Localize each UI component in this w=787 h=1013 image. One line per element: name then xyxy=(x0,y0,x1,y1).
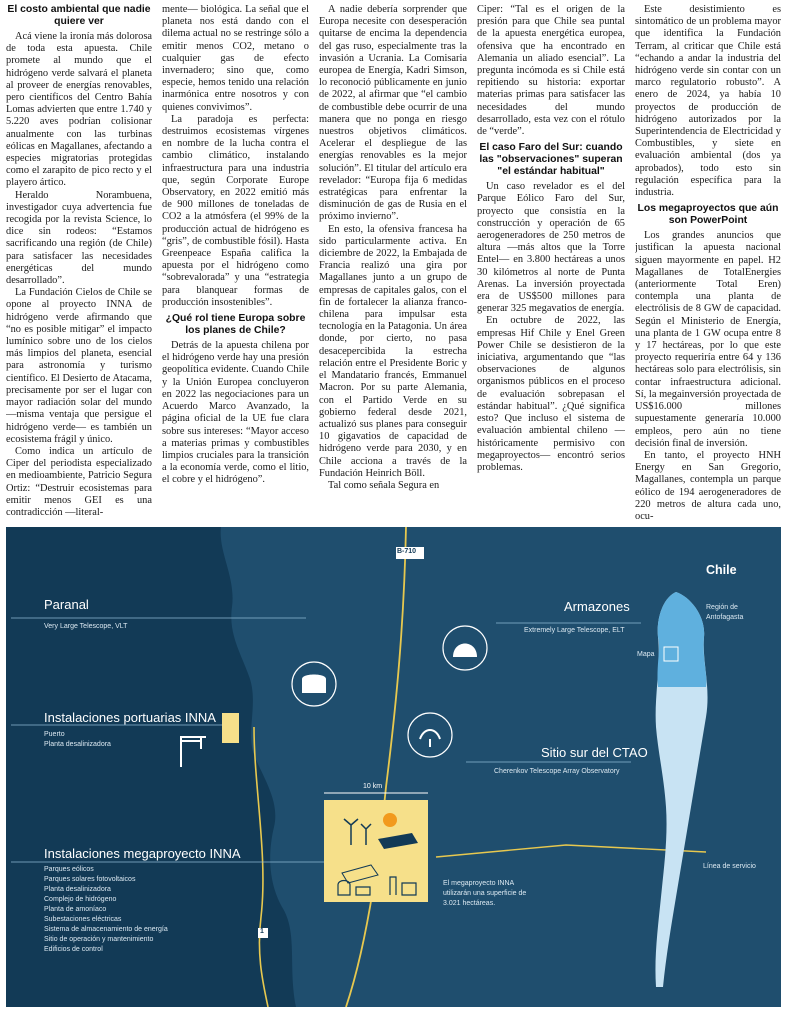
paragraph: Detrás de la apuesta chilena por el hidrógeno verde hay una presión geopolítica evidente. Cuando Chile y la Unión Europea concluyeron en 2022 las negociaciones para un Acuerdo Marco Avanzado, la página oficial de la UE fue clara sobre sus intereses: “Mayor acceso a materias primas y combustibles limpios cruciales para la transición a la economía verde, como el litio, el cobre y el hidrógeno”. xyxy=(162,340,309,486)
mega-item: Subestaciones eléctricas xyxy=(44,916,122,923)
ctao-subtitle: Cherenkov Telescope Array Observatory xyxy=(494,768,620,775)
column-3 xyxy=(319,4,467,522)
road-b710-label: B-710 xyxy=(397,548,417,555)
column-2 xyxy=(162,4,309,522)
puerto-item: Planta desalinizadora xyxy=(44,741,111,748)
column-5 xyxy=(635,4,781,522)
paranal-subtitle: Very Large Telescope, VLT xyxy=(44,623,128,630)
puerto-item: Puerto xyxy=(44,731,65,738)
mapa-label: Mapa xyxy=(637,651,655,658)
mega-item: Sistema de almacenamiento de energía xyxy=(44,926,168,933)
mega-area xyxy=(324,800,428,902)
column-1 xyxy=(6,4,152,522)
mega-item: Planta desalinizadora xyxy=(44,886,111,893)
mega-item: Edificios de control xyxy=(44,946,103,953)
paragraph: Heraldo Norambuena, investigador cuya advertencia fue recogida por la revista Science, lo dice sin rodeos: “Estamos sacrificando una región (de Chile) para satisfacer las necesidades energéticas del mundo desarrollado”. xyxy=(6,189,152,287)
region-label: Región de xyxy=(706,604,738,611)
mega-item: Sitio de operación y mantenimiento xyxy=(44,936,154,943)
service-line-label: Línea de servicio xyxy=(703,863,756,870)
paragraph: mente— biológica. La señal que el planeta nos está dando con el dilema actual no se restringe sólo a emitir menos CO2, metano o cualquier gas de efecto invernadero; sino que, como especie, hemos tenido una relación inarmónica entre nosotros y con quienes convivimos”. xyxy=(162,4,309,113)
ctao-title: Sitio sur del CTAO xyxy=(541,745,648,760)
armazones-subtitle: Extremely Large Telescope, ELT xyxy=(524,627,625,634)
paranal-dome xyxy=(302,675,326,694)
paragraph: Este desistimiento es sintomático de un problema mayor que identifica la Fundación Terram, al criticar que Chile está “echando a andar la industria del hidrógeno verde sin contar con un marco regulatorio robusto”. A enero de 2024, ya había 10 proyectos de producción de hidrógeno autorizados por la Superintendencia de Electricidad y Combustibles, y siete en evaluación ambiental (dos ya aprobados), todo esto sin regulación específica para la industria. xyxy=(635,4,781,199)
paragraph: En octubre de 2022, las empresas Hif Chile y Enel Green Power Chile se desistieron de la iniciativa, argumentando que “las observaciones de algunos organismos públicos en el proceso de evaluación sobrepasan el estándar habitual”. ¿Qué significa esto? Que incluso el sistema de evaluación ambiental chileno —históricamente permisivo con megaproyectos— encontró serios problemas. xyxy=(477,315,625,473)
mega-item: Parques solares fotovoltaicos xyxy=(44,876,136,883)
paranal-title: Paranal xyxy=(44,597,89,612)
paragraph: Ciper: “Tal es el origen de la presión para que Chile sea puntal de la apuesta energética europea, ofensiva que ha encontrado en Alemania un aliado esencial”. La pregunta incómoda es si Chile está repitiendo su historia: exportar materias primas para satisfacer las necesidades del mundo desarrollado, esta vez con el rótulo de “verde”. xyxy=(477,4,625,138)
road-1-label: 1 xyxy=(260,928,264,935)
heading-costo-ambiental: El costo ambiental que nadie quiere ver xyxy=(7,4,151,27)
mega-note: 3.021 hectáreas. xyxy=(443,900,496,907)
paragraph: Tal como señala Segura en xyxy=(328,479,440,491)
paragraph: En esto, la ofensiva francesa ha sido particularmente activa. En diciembre de 2022, la Embajada de Francia realizó una gira por Magallanes junto a un grupo de empresas de capitales galos, con el fin de fortalecer la alianza franco-chilena para impulsar esta tecnología en la Patagonia. Un área donde, por cierto, no pasa desacepercibida la estrecha relación entre el Presidente Boric y el Mandatario francés, Emmanuel Macron. Por su parte Alemania, con el Partido Verde en su gobierno federal desde 2021, actualizó sus planes para conseguir 10 gigavatios de capacidad de hidrógeno verde para 2030, y en Chile acciona a través de la Fundación Heinrich Böll. xyxy=(319,223,467,479)
sun-icon xyxy=(383,813,397,827)
paragraph: La paradoja es perfecta: destruimos ecosistemas vírgenes en nombre de la lucha contra el cambio climático, instalando infraestructura para una industria que, según Corporate Europe Observatory, en 2022 emitió más de 900 millones de toneladas de CO2 a la atmósfera (el 99% de la producción actual de hidrógeno es “gris”, de combustible fósil). Hasta Greenpeace España califica la apuesta por el hidrógeno como “sobrevalorada” y una “estrategia para blanquear formas de producción insostenibles”. xyxy=(162,113,309,308)
column-4 xyxy=(477,4,625,522)
mega-item: Planta de amoníaco xyxy=(44,906,107,913)
mega-item: Parques eólicos xyxy=(44,866,94,873)
article-text xyxy=(6,4,781,522)
paragraph: Los grandes anuncios que justifican la apuesta nacional siguen mayormente en papel. H2 Magallanes de TotalEnergies (anteriormente Total Eren) contempla una planta de electrólisis de 8 GW de capacidad. Según el Ministerio de Energía, una planta de 1 GW ocupa entre 8 y 17 hectáreas, por lo que este proyecto requeriría entre 64 y 136 hectáreas solo para electrólisis, sin contar infraestructura adicional. Sí, la megainversión proyectada de US$16.000 millones supuestamente generaría 10.000 empleos, pero aún no tiene decisión final de inversión. xyxy=(635,230,781,449)
heading-faro-del-sur: El caso Faro del Sur: cuando las "observaciones" superan "el estándar habitual" xyxy=(479,142,623,178)
paragraph: Acá viene la ironía más dolorosa de toda esta apuesta. Chile promete al mundo que el hidrógeno verde salvará el planeta al proveer de energías renovables, pero científicos del Centro Bahía Lomas advierten que entre 1.740 y 5.220 aves podrían colisionar anualmente con las turbinas eólicas en Magallanes, afectando a especies migratorias protegidas como el zarapito de pico recto y el playero ártico. xyxy=(6,31,152,189)
paragraph: Un caso revelador es el del Parque Eólico Faro del Sur, proyecto que consistía en la construcción y operación de 65 aerogeneradores de 250 metros de altura —más altos que la Torre Entel— en 3.800 hectáreas a unos 30 kilómetros al norte de Punta Arenas. La inversión proyectada era de US$500 millones para generar 325 megavatios de energía. xyxy=(477,181,625,315)
scale-label: 10 km xyxy=(363,783,383,790)
puerto-title: Instalaciones portuarias INNA xyxy=(44,710,216,725)
infographic-map xyxy=(6,527,781,1007)
mega-title: Instalaciones megaproyecto INNA xyxy=(44,846,241,861)
mega-note: El megaproyecto INNA xyxy=(443,880,515,887)
chile-label: Chile xyxy=(706,563,737,577)
mega-note: utilizarán una superficie de xyxy=(443,890,527,897)
armazones-title: Armazones xyxy=(564,599,630,614)
paragraph: La Fundación Cielos de Chile se opone al proyecto INNA de hidrógeno verde afirmando que “no es posible mitigar” el impacto lumínico sobre uno de los cielos más limpios del planeta, esencial para astronomía y turismo científico. El Desierto de Atacama, precisamente por ser el lugar con mayor radiación solar del mundo —misma ventaja que persigue el hidrógeno verde— es también un ecosistema frágil y único. xyxy=(6,287,152,445)
paragraph: En tanto, el proyecto HNH Energy en San Gregorio, Magallanes, contempla un parque eólico de 194 aerogeneradores de 220 metros de altura cada uno, ocu- xyxy=(635,449,781,522)
heading-megaproyectos: Los megaproyectos que aún son PowerPoint xyxy=(637,203,779,227)
mega-item: Complejo de hidrógeno xyxy=(44,896,117,903)
paragraph: A nadie debería sorprender que Europa necesite con desesperación quitarse de encima la dependencia del gas ruso, especialmente tras la invasión a Ucrania. La Comisaria europea de Energía, Kadri Simson, lo reconoció públicamente en junio de 2022, al afirmar que “el cambio de combustible debe ocurrir de una manera que no ponga en riesgo nuestros objetivos climáticos. Acelerar el despliegue de las energías renovables es la mejor solución”. El titular del artículo era revelador: “Europa fija 6 medidas estratégicas para enfrentar la disminución de gas de Rusia en el próximo invierno”. xyxy=(319,4,467,223)
puerto-marker xyxy=(222,713,239,743)
heading-europa: ¿Qué rol tiene Europa sobre los planes de Chile? xyxy=(165,313,306,337)
region-label: Antofagasta xyxy=(706,614,744,621)
paragraph: Como indica un artículo de Ciper del periodista especializado en medioambiente, Patricio Segura Ortiz: “Destruir ecosistemas para emitir menos GEI es una contradicción —literal- xyxy=(6,445,152,518)
